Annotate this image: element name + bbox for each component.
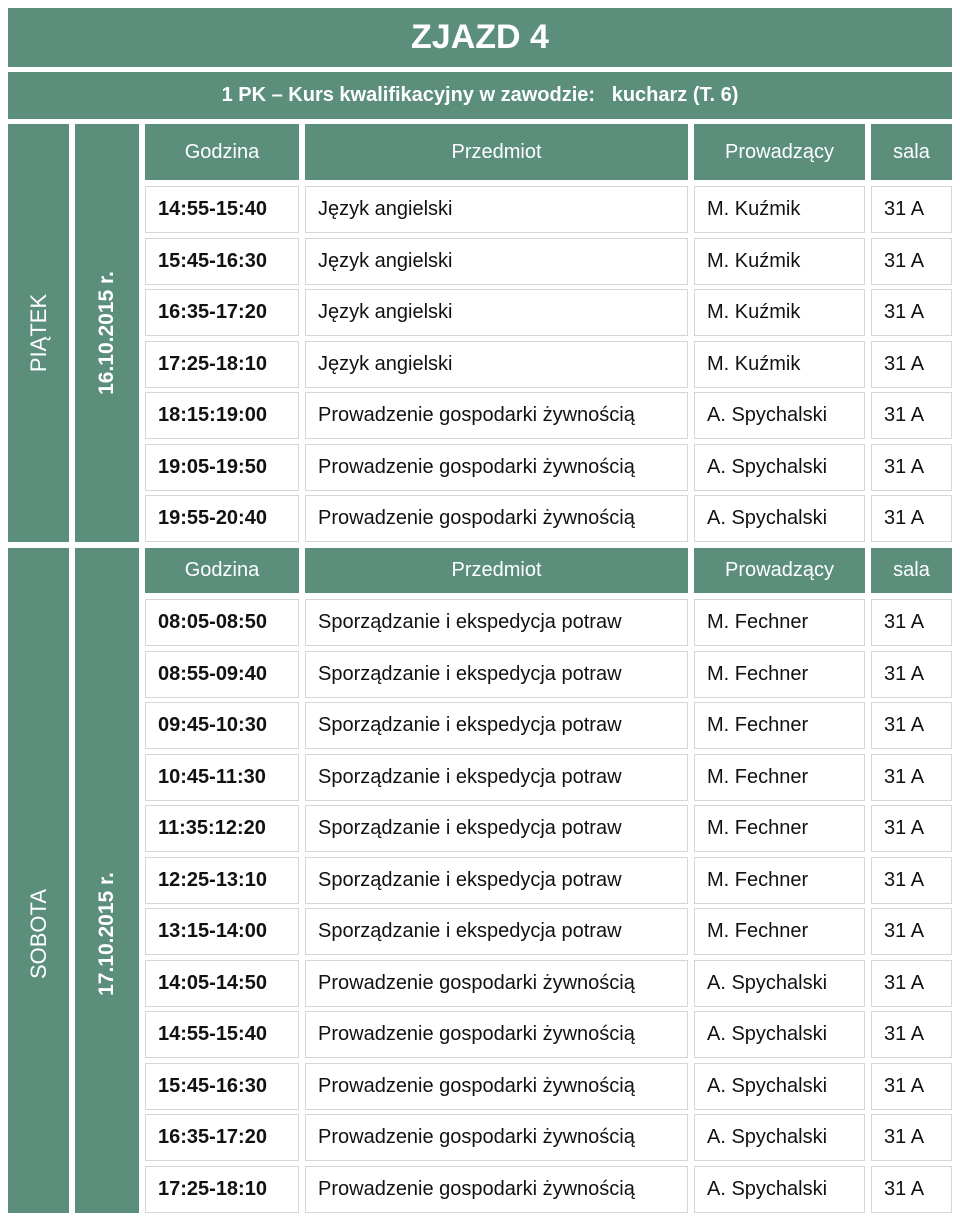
cell-subject: Prowadzenie gospodarki żywnością xyxy=(305,495,688,542)
cell-teacher: A. Spychalski xyxy=(694,1114,865,1161)
cell-time: 10:45-11:30 xyxy=(145,754,299,801)
cell-teacher: M. Kuźmik xyxy=(694,238,865,285)
cell-time: 08:55-09:40 xyxy=(145,651,299,698)
cell-time: 17:25-18:10 xyxy=(145,341,299,388)
cell-time: 12:25-13:10 xyxy=(145,857,299,904)
cell-room: 31 A xyxy=(871,392,952,439)
cell-subject: Język angielski xyxy=(305,341,688,388)
cell-room: 31 A xyxy=(871,444,952,491)
cell-room: 31 A xyxy=(871,754,952,801)
cell-teacher: M. Fechner xyxy=(694,908,865,955)
date-label-saturday: 17.10.2015 r. xyxy=(95,871,118,996)
cell-subject: Prowadzenie gospodarki żywnością xyxy=(305,444,688,491)
cell-room: 31 A xyxy=(871,1063,952,1110)
cell-room: 31 A xyxy=(871,960,952,1007)
cell-time: 14:55-15:40 xyxy=(145,186,299,233)
cell-teacher: A. Spychalski xyxy=(694,1166,865,1213)
cell-time: 16:35-17:20 xyxy=(145,289,299,336)
cell-subject: Sporządzanie i ekspedycja potraw xyxy=(305,908,688,955)
cell-room: 31 A xyxy=(871,857,952,904)
cell-time: 11:35:12:20 xyxy=(145,805,299,852)
course-subtitle: 1 PK – Kurs kwalifikacyjny w zawodzie: kucharz (T. 6) xyxy=(8,72,952,119)
date-column-friday xyxy=(75,124,139,542)
cell-room: 31 A xyxy=(871,238,952,285)
cell-room: 31 A xyxy=(871,1011,952,1058)
cell-room: 31 A xyxy=(871,289,952,336)
cell-time: 16:35-17:20 xyxy=(145,1114,299,1161)
cell-room: 31 A xyxy=(871,495,952,542)
cell-subject: Język angielski xyxy=(305,238,688,285)
header-time: Godzina xyxy=(145,548,299,593)
cell-subject: Sporządzanie i ekspedycja potraw xyxy=(305,805,688,852)
cell-subject: Prowadzenie gospodarki żywnością xyxy=(305,392,688,439)
cell-time: 09:45-10:30 xyxy=(145,702,299,749)
day-label-friday: PIĄTEK xyxy=(25,293,51,373)
day-column-friday xyxy=(8,124,69,542)
cell-teacher: M. Fechner xyxy=(694,651,865,698)
cell-teacher: A. Spychalski xyxy=(694,444,865,491)
header-teacher: Prowadzący xyxy=(694,124,865,180)
cell-room: 31 A xyxy=(871,341,952,388)
header-subject: Przedmiot xyxy=(305,548,688,593)
cell-room: 31 A xyxy=(871,1114,952,1161)
cell-subject: Prowadzenie gospodarki żywnością xyxy=(305,960,688,1007)
cell-teacher: A. Spychalski xyxy=(694,1063,865,1110)
cell-subject: Prowadzenie gospodarki żywnością xyxy=(305,1011,688,1058)
cell-teacher: M. Fechner xyxy=(694,805,865,852)
cell-subject: Prowadzenie gospodarki żywnością xyxy=(305,1114,688,1161)
cell-subject: Sporządzanie i ekspedycja potraw xyxy=(305,599,688,646)
cell-time: 18:15:19:00 xyxy=(145,392,299,439)
header-teacher: Prowadzący xyxy=(694,548,865,593)
header-room: sala xyxy=(871,124,952,180)
cell-teacher: A. Spychalski xyxy=(694,392,865,439)
cell-teacher: M. Fechner xyxy=(694,857,865,904)
cell-teacher: A. Spychalski xyxy=(694,495,865,542)
header-room: sala xyxy=(871,548,952,593)
date-column-saturday xyxy=(75,548,139,1213)
cell-subject: Sporządzanie i ekspedycja potraw xyxy=(305,857,688,904)
cell-subject: Sporządzanie i ekspedycja potraw xyxy=(305,702,688,749)
cell-subject: Sporządzanie i ekspedycja potraw xyxy=(305,651,688,698)
cell-room: 31 A xyxy=(871,599,952,646)
day-label-saturday: SOBOTA xyxy=(25,888,51,979)
header-subject: Przedmiot xyxy=(305,124,688,180)
cell-subject: Język angielski xyxy=(305,289,688,336)
cell-subject: Prowadzenie gospodarki żywnością xyxy=(305,1166,688,1213)
cell-subject: Prowadzenie gospodarki żywnością xyxy=(305,1063,688,1110)
cell-subject: Sporządzanie i ekspedycja potraw xyxy=(305,754,688,801)
header-time: Godzina xyxy=(145,124,299,180)
cell-room: 31 A xyxy=(871,651,952,698)
cell-room: 31 A xyxy=(871,702,952,749)
cell-teacher: M. Kuźmik xyxy=(694,341,865,388)
cell-time: 15:45-16:30 xyxy=(145,238,299,285)
cell-teacher: M. Kuźmik xyxy=(694,289,865,336)
cell-teacher: M. Kuźmik xyxy=(694,186,865,233)
cell-room: 31 A xyxy=(871,186,952,233)
cell-time: 08:05-08:50 xyxy=(145,599,299,646)
cell-time: 13:15-14:00 xyxy=(145,908,299,955)
cell-time: 14:55-15:40 xyxy=(145,1011,299,1058)
cell-time: 14:05-14:50 xyxy=(145,960,299,1007)
cell-subject: Język angielski xyxy=(305,186,688,233)
cell-teacher: A. Spychalski xyxy=(694,960,865,1007)
cell-room: 31 A xyxy=(871,908,952,955)
day-column-saturday xyxy=(8,548,69,1213)
cell-room: 31 A xyxy=(871,1166,952,1213)
cell-teacher: M. Fechner xyxy=(694,702,865,749)
cell-time: 17:25-18:10 xyxy=(145,1166,299,1213)
cell-time: 19:55-20:40 xyxy=(145,495,299,542)
cell-teacher: M. Fechner xyxy=(694,599,865,646)
cell-teacher: A. Spychalski xyxy=(694,1011,865,1058)
cell-teacher: M. Fechner xyxy=(694,754,865,801)
date-label-friday: 16.10.2015 r. xyxy=(95,271,118,395)
schedule-title: ZJAZD 4 xyxy=(8,8,952,67)
cell-room: 31 A xyxy=(871,805,952,852)
cell-time: 15:45-16:30 xyxy=(145,1063,299,1110)
cell-time: 19:05-19:50 xyxy=(145,444,299,491)
